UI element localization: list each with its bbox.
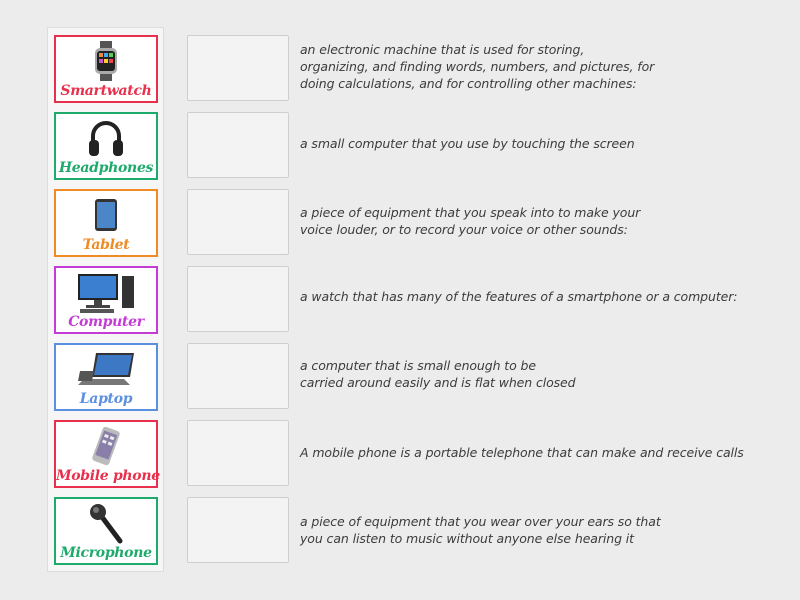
definition-3	[300, 204, 770, 238]
definition-line: A mobile phone is a portable telephone that can make and receive calls	[300, 445, 744, 460]
definition-line: carried around easily and is flat when closed	[300, 375, 576, 390]
definition-1	[300, 41, 770, 92]
definition-7	[300, 513, 770, 547]
headphones-icon	[56, 116, 156, 160]
definition-4	[300, 288, 770, 305]
tile-computer[interactable]	[54, 266, 158, 334]
tile-label: Microphone	[60, 545, 152, 561]
drop-slot[interactable]	[187, 266, 289, 332]
drop-slot[interactable]	[187, 497, 289, 563]
microphone-icon	[56, 501, 156, 545]
drop-slot[interactable]	[187, 343, 289, 409]
definition-line: doing calculations, and for controlling other machines:	[300, 76, 637, 91]
tile-smartwatch[interactable]	[54, 35, 158, 103]
drop-slot[interactable]	[187, 189, 289, 255]
drop-slot[interactable]	[187, 112, 289, 178]
tablet-icon	[56, 193, 156, 237]
smartwatch-icon	[56, 39, 156, 83]
definition-line: a watch that has many of the features of a smartphone or a computer:	[300, 289, 738, 304]
tile-label: Mobile phone	[56, 468, 160, 484]
tile-label: Tablet	[82, 237, 130, 253]
drop-slot[interactable]	[187, 420, 289, 486]
tile-tablet[interactable]	[54, 189, 158, 257]
definition-line: a piece of equipment that you speak into to make your	[300, 205, 641, 220]
definition-2	[300, 135, 770, 152]
definition-line: organizing, and finding words, numbers, and pictures, for	[300, 59, 655, 74]
tile-laptop[interactable]	[54, 343, 158, 411]
drop-slot[interactable]	[187, 35, 289, 101]
tile-label: Computer	[68, 314, 144, 330]
mobile-phone-icon	[56, 424, 156, 468]
tile-mobile-phone[interactable]	[54, 420, 158, 488]
tile-label: Smartwatch	[60, 83, 152, 99]
laptop-icon	[56, 347, 156, 391]
definition-line: voice louder, or to record your voice or other sounds:	[300, 222, 628, 237]
definition-6	[300, 444, 770, 461]
tile-microphone[interactable]	[54, 497, 158, 565]
tile-label: Laptop	[79, 391, 133, 407]
definition-line: you can listen to music without anyone else hearing it	[300, 531, 634, 546]
tile-label: Headphones	[58, 160, 154, 176]
definition-5	[300, 357, 770, 391]
definition-line: a small computer that you use by touching the screen	[300, 136, 635, 151]
definition-line: a computer that is small enough to be	[300, 358, 536, 373]
definition-line: an electronic machine that is used for storing,	[300, 42, 585, 57]
tile-headphones[interactable]	[54, 112, 158, 180]
definition-line: a piece of equipment that you wear over your ears so that	[300, 514, 661, 529]
computer-icon	[56, 270, 156, 314]
